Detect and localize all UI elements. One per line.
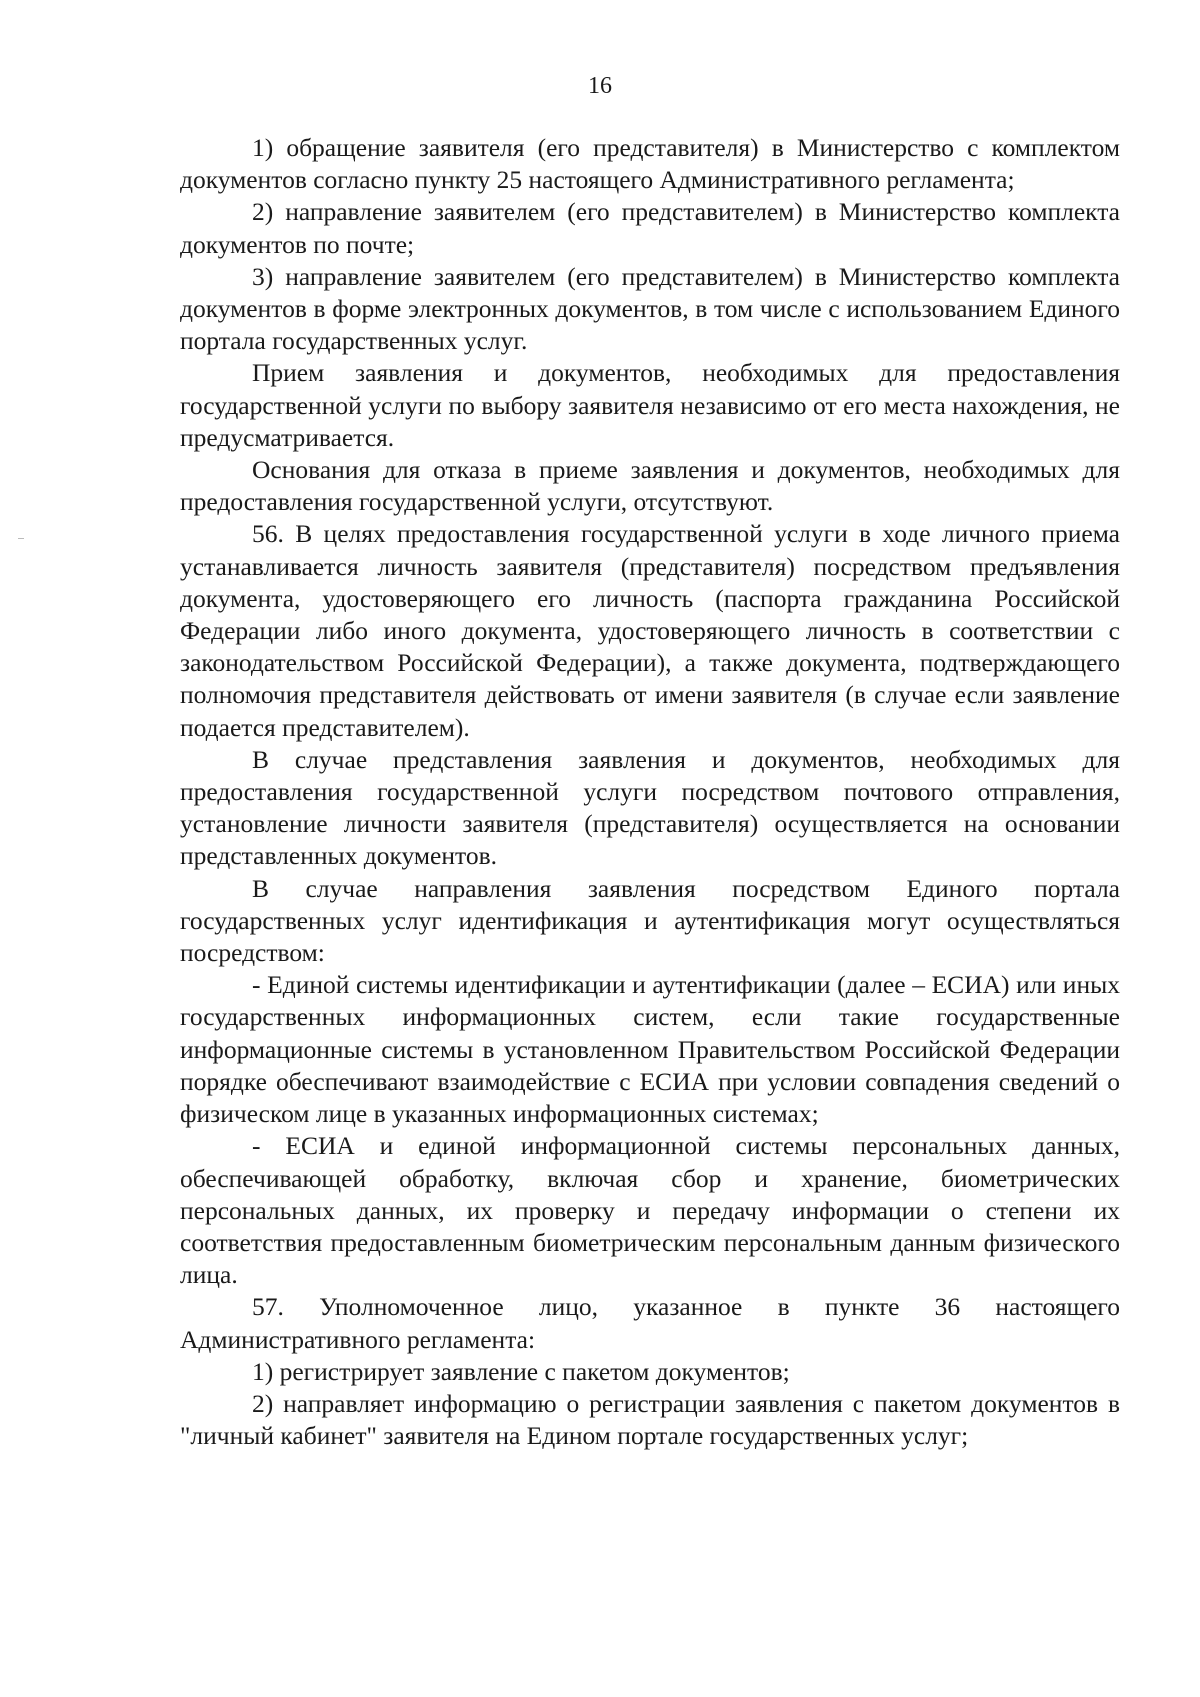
document-body	[180, 132, 1120, 1452]
page-number: 16	[588, 73, 612, 99]
paragraph-reception-location: Прием заявления и документов, необходимых для предоставления государственной услуги по выбору заявителя независимо от его места нахождения, не предусматривается.	[180, 358, 1120, 452]
scan-artifact	[18, 538, 24, 539]
paragraph-item-3-electronic: 3) направление заявителем (его представителем) в Министерство комплекта документов в форме электронных документов, в том числе с использованием Единого портала государственных услуг.	[180, 261, 1120, 356]
paragraph-clause-56: 56. В целях предоставления государственной услуги в ходе личного приема устанавливается личность заявителя (представителя) посредством предъявления документа, удостоверяющего его личность (паспорта гражданина Российской Федерации либо иного документа, удостоверяющего личность в соответствии с законодательством Российской Федерации), а также документа, подтверждающего полномочия представителя действовать от имени заявителя (в случае если заявление подается представителем).	[180, 519, 1120, 742]
paragraph-esia-item: - Единой системы идентификации и аутентификации (далее – ЕСИА) или иных государственных информационных систем, если такие государственные информационные системы в установленном Правительством Российской Федерации порядке обеспечивают взаимодействие с ЕСИА при условии совпадения сведений о физическом лице в указанных информационных системах;	[180, 970, 1120, 1129]
paragraph-item-2-mail: 2) направление заявителем (его представителем) в Министерство комплекта документов по почте;	[180, 197, 1120, 259]
paragraph-item-1-application: 1) обращение заявителя (его представителя) в Министерство с комплектом документов согласно пункту 25 настоящего Административного регламента;	[180, 133, 1120, 195]
paragraph-biometric-item: - ЕСИА и единой информационной системы персональных данных, обеспечивающей обработку, включая сбор и хранение, биометрических персональных данных, их проверку и передачу информации о степени их соответствия предоставленным биометрическим персональным данным физического лица.	[180, 1131, 1120, 1290]
paragraph-refusal-grounds: Основания для отказа в приеме заявления и документов, необходимых для предоставления государственной услуги, отсутствуют.	[180, 455, 1120, 517]
paragraph-portal-identification: В случае направления заявления посредством Единого портала государственных услуг идентификация и аутентификация могут осуществляться посредством:	[180, 873, 1120, 968]
paragraph-clause-57-item-1: 1) регистрирует заявление с пакетом документов;	[252, 1356, 790, 1386]
paragraph-clause-57-item-2: 2) направляет информацию о регистрации заявления с пакетом документов в "личный кабинет" заявителя на Едином портале государственных услуг;	[180, 1388, 1120, 1451]
paragraph-postal-identification: В случае представления заявления и документов, необходимых для предоставления государственной услуги посредством почтового отправления, установление личности заявителя (представителя) осуществляется на основании представленных документов.	[180, 744, 1120, 871]
paragraph-clause-57: 57. Уполномоченное лицо, указанное в пункте 36 настоящего Административного регламента:	[180, 1292, 1120, 1354]
